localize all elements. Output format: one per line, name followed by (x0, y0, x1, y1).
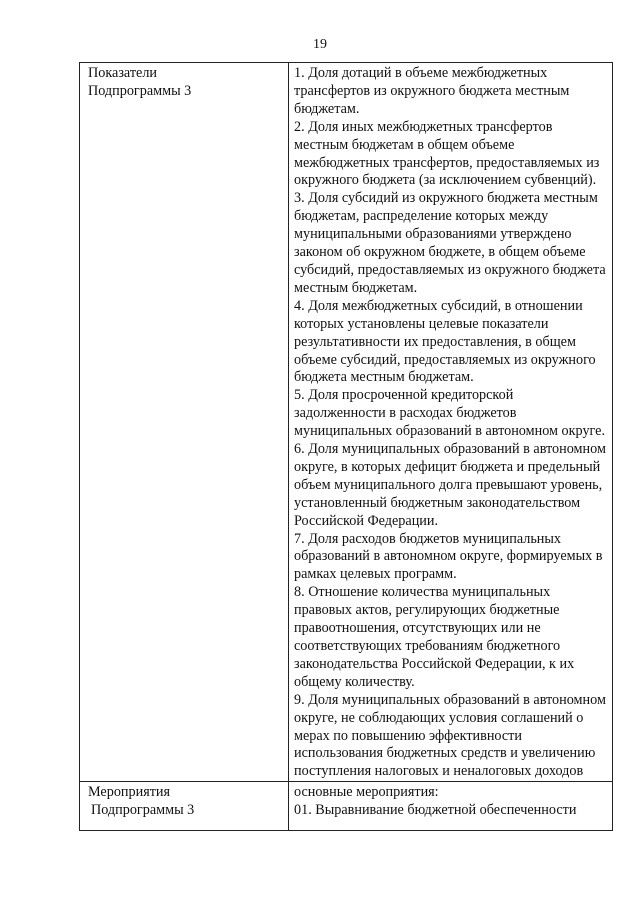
row-label-cell (80, 782, 289, 831)
list-item: 8. Отношение количества муниципальных правовых актов, регулирующих бюджетные правоотношения, отсутствующих или не соответствующих требованиям бюджетного законодательства Российской Федерации, к их общему количеству. (294, 584, 575, 690)
table-row-measures (80, 782, 613, 831)
row-label-line: Подпрограммы 3 (88, 82, 192, 99)
list-item: 01. Выравнивание бюджетной обеспеченности (294, 802, 577, 819)
list-item: 6. Доля муниципальных образований в автономном округе, в которых дефицит бюджета и предельный объем муниципального долга превышают уровень, установленный бюджетным законодательством Российской Федерации. (294, 441, 606, 529)
list-item: 9. Доля муниципальных образований в автономном округе, не соблюдающих условия соглашений о мерах по повышению эффективности использования бюджетных средств и увеличению поступления налоговых и неналоговых доходов (294, 691, 606, 780)
page-number: 19 (313, 37, 327, 52)
list-item: 7. Доля расходов бюджетов муниципальных образований в автономном округе, формируемых в рамках целевых программ. (294, 530, 603, 583)
row-label-cell (80, 63, 289, 782)
list-item: 4. Доля межбюджетных субсидий, в отношении которых установлены целевые показатели результативности их предоставления, в общем объеме субсидий, предоставляемых из окружного бюджета местным бюджетам. (294, 297, 596, 386)
indicators-list (294, 65, 606, 781)
row-content-cell (289, 63, 613, 782)
measures-list (294, 784, 606, 820)
row-label-line: Подпрограммы 3 (91, 802, 195, 819)
list-item: 2. Доля иных межбюджетных трансфертов местным бюджетам в общем объеме межбюджетных трансфертов, предоставляемых из окружного бюджета (за исключением субвенций). (294, 118, 600, 189)
row-label-line: Показатели (88, 65, 158, 81)
list-item: основные мероприятия: (294, 784, 439, 801)
list-item: 5. Доля просроченной кредиторской задолженности в расходах бюджетов муниципальных образований в автономном округе. (294, 387, 606, 440)
list-item: 3. Доля субсидий из окружного бюджета местным бюджетам, распределение которых между муниципальными образованиями утверждено законом об окружном бюджете, в общем объеме субсидий, предоставляемых из окружного бюджета местным бюджетам. (294, 190, 606, 296)
row-content-cell (289, 782, 613, 831)
program-table (79, 62, 613, 831)
list-item: 1. Доля дотаций в объеме межбюджетных трансфертов из окружного бюджета местным бюджетам. (294, 65, 570, 117)
table-row-indicators (80, 63, 613, 782)
row-label-line: Мероприятия (88, 784, 171, 801)
